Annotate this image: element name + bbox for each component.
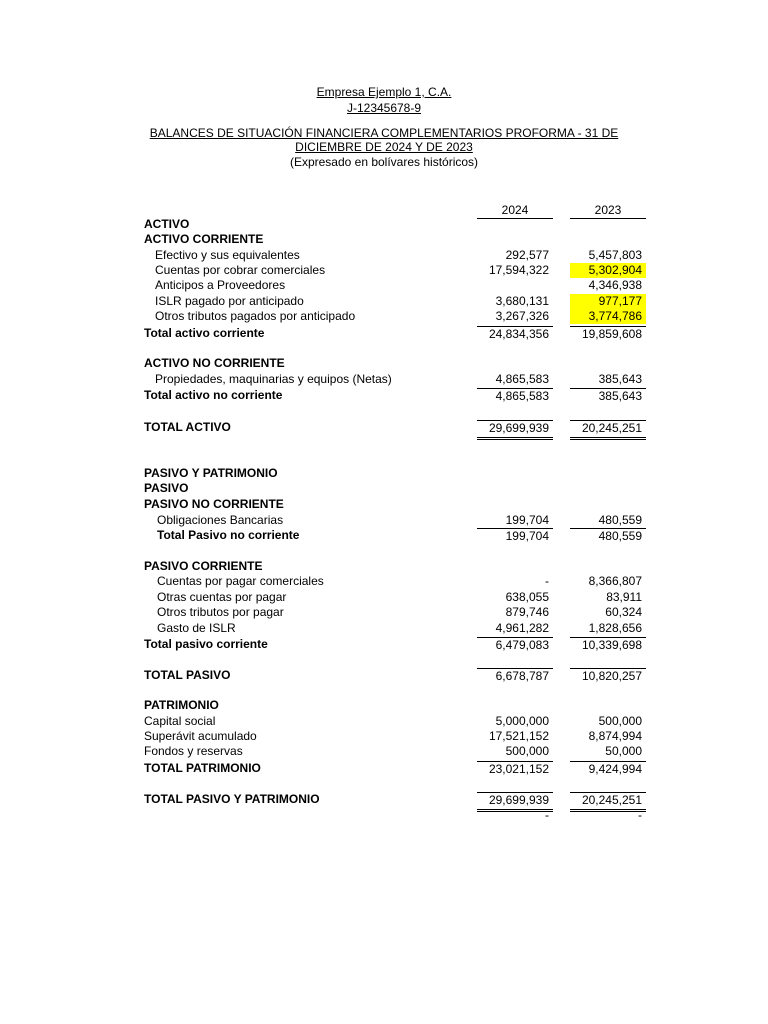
report-title-line1: BALANCES DE SITUACIÓN FINANCIERA COMPLEMENTARIOS PROFORMA - 31 DE	[149, 126, 619, 140]
value-2024: 292,577	[505, 248, 549, 262]
row-label: PASIVO Y PATRIMONIO	[144, 466, 278, 480]
value-2024: 3,680,131	[495, 294, 549, 308]
row-label: PASIVO	[144, 481, 189, 495]
value-2023: 10,339,698	[570, 637, 646, 653]
table-row	[0, 309, 768, 324]
value-2023: 1,828,656	[588, 621, 642, 635]
value-2024: 199,704	[477, 528, 553, 544]
row-label: PASIVO CORRIENTE	[144, 559, 263, 573]
value-2024: 4,961,282	[495, 621, 549, 635]
row-label: TOTAL PASIVO	[144, 668, 231, 682]
table-row	[0, 263, 768, 278]
table-row	[0, 605, 768, 620]
value-2023: 20,245,251	[570, 792, 646, 808]
row-label: Total activo no corriente	[144, 388, 283, 402]
section-heading	[0, 698, 768, 713]
row-label: Total activo corriente	[144, 326, 265, 340]
row-label: ACTIVO CORRIENTE	[144, 232, 264, 246]
value-2023: 4,346,938	[588, 278, 642, 292]
value-2024: 199,704	[505, 513, 549, 527]
value-2023: 5,457,803	[588, 248, 642, 262]
value-2023: 20,245,251	[570, 420, 646, 436]
row-label: Fondos y reservas	[144, 744, 243, 758]
value-2023: 50,000	[605, 744, 642, 758]
value-2023: 8,366,807	[588, 574, 642, 588]
section-heading	[0, 481, 768, 496]
row-label: PATRIMONIO	[144, 698, 219, 712]
value-2023: 19,859,608	[570, 326, 646, 342]
row-label: TOTAL ACTIVO	[144, 420, 231, 434]
section-heading	[0, 356, 768, 371]
table-row	[0, 372, 768, 387]
row-label: Anticipos a Proveedores	[155, 278, 286, 292]
total-row	[0, 761, 768, 776]
value-2023: 9,424,994	[570, 761, 646, 777]
company-rif: J-12345678-9	[346, 101, 422, 115]
value-2023-highlighted: 3,774,786	[570, 309, 646, 324]
total-row	[0, 326, 768, 341]
value-2024: 3,267,326	[495, 309, 549, 323]
table-row	[0, 294, 768, 309]
table-row	[0, 248, 768, 263]
table-row	[0, 744, 768, 759]
row-label: Obligaciones Bancarias	[157, 513, 284, 527]
value-2023: 385,643	[570, 388, 646, 404]
row-label: Otros tributos por pagar	[157, 605, 284, 619]
value-2023-highlighted: 977,177	[570, 294, 646, 309]
value-2023: 83,911	[606, 590, 642, 604]
table-row	[0, 714, 768, 729]
row-label: Cuentas por pagar comerciales	[157, 574, 324, 588]
value-2024: 638,055	[505, 590, 549, 604]
value-2023: 480,559	[570, 528, 646, 544]
row-label: Total pasivo corriente	[144, 637, 268, 651]
row-label: ACTIVO	[144, 217, 190, 231]
row-label: PASIVO NO CORRIENTE	[144, 497, 284, 511]
row-label: TOTAL PATRIMONIO	[144, 761, 261, 775]
value-2024: 6,479,083	[477, 637, 553, 653]
value-2024: 5,000,000	[495, 714, 549, 728]
row-label: Cuentas por cobrar comerciales	[155, 263, 326, 277]
table-row	[0, 513, 768, 528]
row-label: Otros tributos pagados por anticipado	[155, 309, 356, 323]
value-2023: 500,000	[598, 714, 642, 728]
value-2024: -	[545, 574, 549, 588]
row-label: Capital social	[144, 714, 216, 728]
value-2023: 385,643	[598, 372, 642, 386]
value-2024: 4,865,583	[495, 372, 549, 386]
check-row	[0, 808, 768, 823]
value-2023: 60,324	[605, 605, 642, 619]
value-2024: 29,699,939	[477, 792, 553, 808]
value-2023: 480,559	[598, 513, 642, 527]
row-label: Efectivo y sus equivalentes	[155, 248, 300, 262]
section-heading	[0, 217, 768, 232]
row-label: Total Pasivo no corriente	[157, 528, 300, 542]
value-2024: 17,594,322	[488, 263, 549, 277]
table-row	[0, 590, 768, 605]
value-2023: 8,874,994	[588, 729, 642, 743]
grand-total-row	[0, 420, 768, 435]
row-label: TOTAL PASIVO Y PATRIMONIO	[144, 792, 320, 806]
table-row	[0, 574, 768, 589]
total-row	[0, 528, 768, 543]
table-row	[0, 278, 768, 293]
report-subtitle: (Expresado en bolívares históricos)	[289, 155, 479, 169]
grand-total-row	[0, 792, 768, 807]
check-value-2024: -	[545, 808, 549, 822]
row-label: Superávit acumulado	[144, 729, 257, 743]
report-title-line2: DICIEMBRE DE 2024 Y DE 2023	[295, 140, 473, 154]
column-header-2024: 2024	[477, 203, 553, 219]
value-2024: 879,746	[505, 605, 549, 619]
value-2024: 6,678,787	[477, 668, 553, 684]
row-label: Propiedades, maquinarias y equipos (Netas)	[155, 372, 392, 386]
section-heading	[0, 497, 768, 512]
row-label: ACTIVO NO CORRIENTE	[144, 356, 285, 370]
value-2024: 23,021,152	[477, 761, 553, 777]
total-row	[0, 668, 768, 683]
row-label: Otras cuentas por pagar	[157, 590, 287, 604]
total-row	[0, 637, 768, 652]
check-value-2023: -	[638, 808, 642, 822]
table-row	[0, 729, 768, 744]
value-2023: 10,820,257	[570, 668, 646, 684]
table-row	[0, 621, 768, 636]
value-2023-highlighted: 5,302,904	[570, 263, 646, 278]
value-2024: 17,521,152	[488, 729, 549, 743]
value-2024: 24,834,356	[477, 326, 553, 342]
company-name: Empresa Ejemplo 1, C.A.	[316, 85, 452, 99]
section-heading	[0, 232, 768, 247]
value-2024: 500,000	[505, 744, 549, 758]
value-2024: 4,865,583	[477, 388, 553, 404]
section-heading	[0, 466, 768, 481]
column-header-2023: 2023	[570, 203, 646, 219]
row-label: Gasto de ISLR	[157, 621, 236, 635]
value-2024: 29,699,939	[477, 420, 553, 436]
total-row	[0, 388, 768, 403]
row-label: ISLR pagado por anticipado	[155, 294, 304, 308]
section-heading	[0, 559, 768, 574]
